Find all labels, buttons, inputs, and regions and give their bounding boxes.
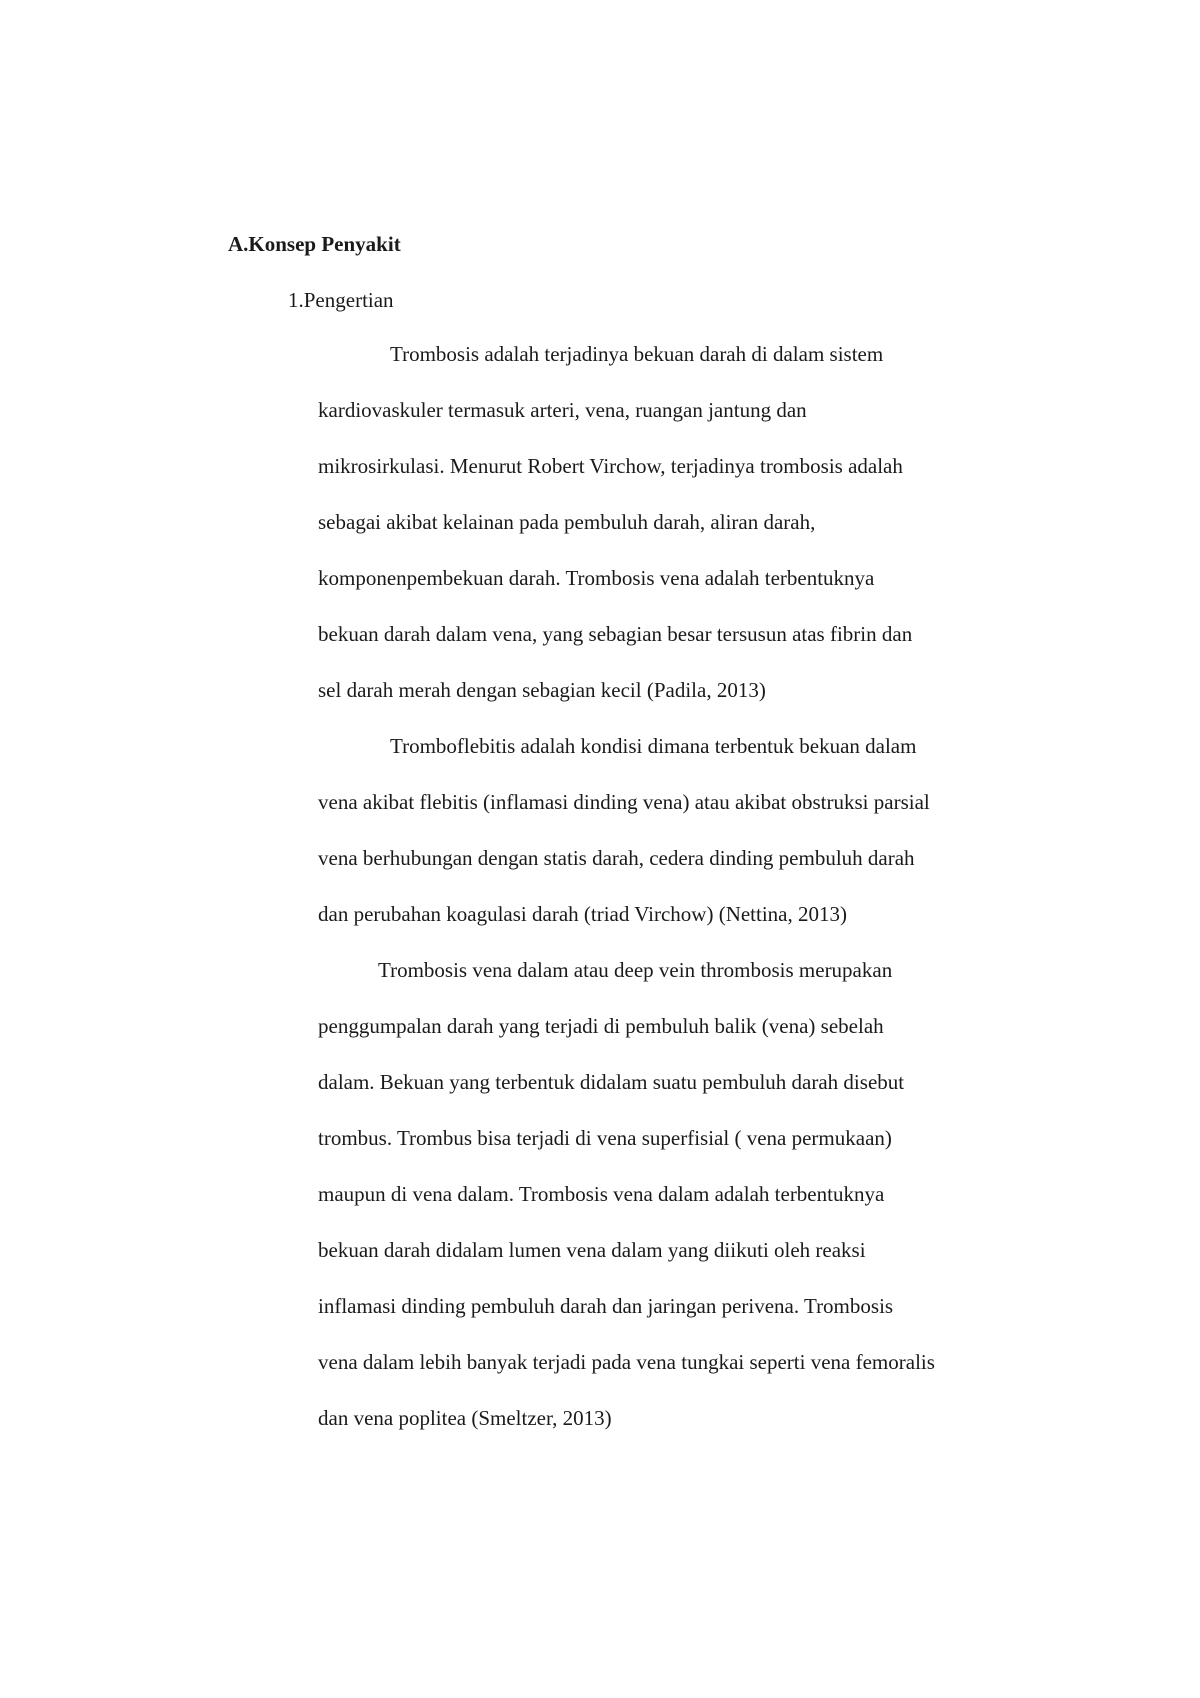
paragraph-line: dan perubahan koagulasi darah (triad Virchow) (Nettina, 2013) <box>318 902 847 926</box>
paragraph-line: maupun di vena dalam. Trombosis vena dalam adalah terbentuknya <box>318 1182 885 1206</box>
paragraph-line: trombus. Trombus bisa terjadi di vena superfisial ( vena permukaan) <box>318 1126 892 1150</box>
paragraph-line: mikrosirkulasi. Menurut Robert Virchow, terjadinya trombosis adalah <box>318 454 903 478</box>
paragraph-line: Trombosis vena dalam atau deep vein thrombosis merupakan <box>378 958 893 982</box>
paragraph-line: inflamasi dinding pembuluh darah dan jaringan perivena. Trombosis <box>318 1294 894 1318</box>
section-heading: A.Konsep Penyakit <box>228 232 401 256</box>
paragraph-line: vena berhubungan dengan statis darah, cedera dinding pembuluh darah <box>318 846 915 870</box>
paragraph-line: dan vena poplitea (Smeltzer, 2013) <box>318 1406 612 1430</box>
paragraph-line: komponenpembekuan darah. Trombosis vena adalah terbentuknya <box>318 566 875 590</box>
paragraph-line: vena dalam lebih banyak terjadi pada vena tungkai seperti vena femoralis <box>318 1350 935 1374</box>
paragraph-line: Tromboflebitis adalah kondisi dimana terbentuk bekuan dalam <box>390 734 917 758</box>
paragraph-line: bekuan darah didalam lumen vena dalam yang diikuti oleh reaksi <box>318 1238 866 1262</box>
subsection-heading: 1.Pengertian <box>288 288 394 312</box>
paragraph-line: bekuan darah dalam vena, yang sebagian besar tersusun atas fibrin dan <box>318 622 913 646</box>
paragraph-line: sebagai akibat kelainan pada pembuluh darah, aliran darah, <box>318 510 816 534</box>
paragraph-line: dalam. Bekuan yang terbentuk didalam suatu pembuluh darah disebut <box>318 1070 905 1094</box>
paragraph-line: penggumpalan darah yang terjadi di pembuluh balik (vena) sebelah <box>318 1014 884 1038</box>
paragraph-line: kardiovaskuler termasuk arteri, vena, ruangan jantung dan <box>318 398 807 422</box>
paragraph-line: vena akibat flebitis (inflamasi dinding vena) atau akibat obstruksi parsial <box>318 790 930 814</box>
paragraph-line: sel darah merah dengan sebagian kecil (Padila, 2013) <box>318 678 766 702</box>
paragraph-line: Trombosis adalah terjadinya bekuan darah di dalam sistem <box>390 342 884 366</box>
